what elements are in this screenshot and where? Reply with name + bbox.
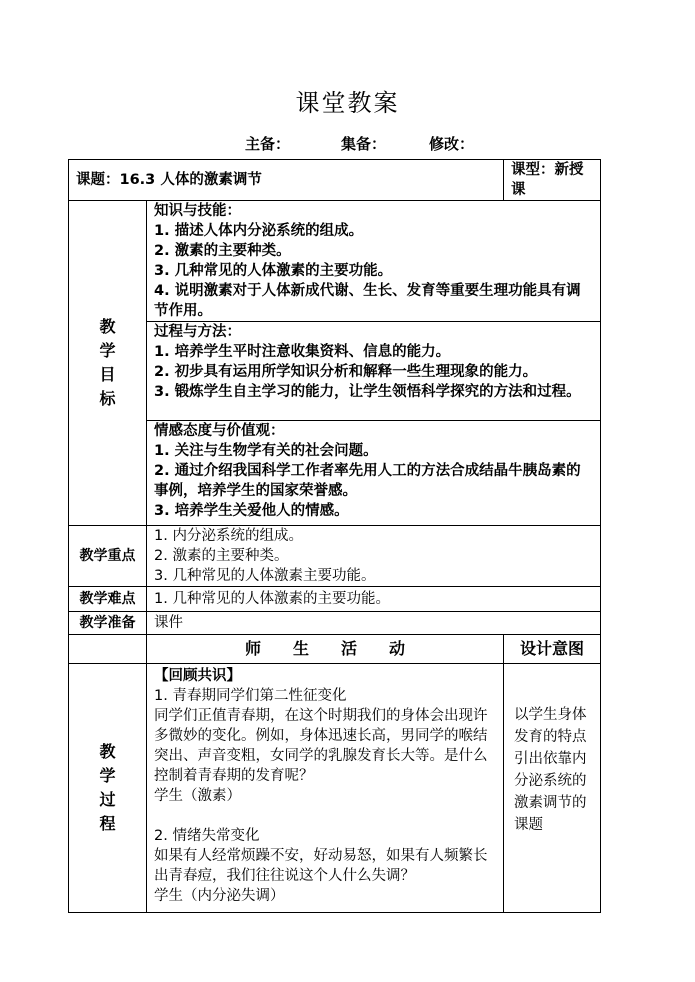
main-preparer-label: 主备： [245, 135, 291, 153]
objective-process-row [69, 322, 601, 421]
list-item: 1. 培养学生平时注意收集资料、信息的能力。 [154, 344, 451, 360]
list-item: 3. 几种常见的人体激素的主要功能。 [154, 263, 393, 279]
part2-answer: 学生（内分泌失调） [154, 888, 285, 904]
process-label: 教 学 过 程 [69, 664, 147, 913]
prep-cell: 课件 [147, 612, 601, 635]
review-heading: 【回顾共识】 [154, 668, 241, 684]
activity-header-row [69, 635, 601, 664]
list-item: 4. 说明激素对于人体新成代谢、生长、发育等重要生理功能具有调节作用。 [154, 283, 581, 319]
process-activity-cell [147, 664, 504, 913]
process-row [69, 664, 601, 913]
topic-cell: 课题：16.3 人体的激素调节 [69, 160, 504, 201]
list-item: 3. 几种常见的人体激素主要功能。 [154, 568, 376, 584]
collab-preparer-label: 集备： [341, 135, 387, 153]
lesson-plan-table [68, 159, 601, 913]
list-item: 3. 锻炼学生自主学习的能力，让学生领悟科学探究的方法和过程。 [154, 384, 581, 400]
key-points-row [69, 526, 601, 587]
list-item: 2. 通过介绍我国科学工作者率先用人工的方法合成结晶牛胰岛素的事例，培养学生的国家荣誉感。 [154, 463, 581, 499]
part1-title: 1. 青春期同学们第二性征变化 [154, 688, 347, 704]
list-item: 2. 激素的主要种类。 [154, 548, 289, 564]
lesson-type-cell: 课型：新授课 [504, 160, 601, 201]
difficulty-label: 教学难点 [69, 587, 147, 612]
spacer [154, 806, 496, 826]
objective-knowledge-cell [147, 201, 601, 322]
key-points-label: 教学重点 [69, 526, 147, 587]
revise-label: 修改： [429, 135, 475, 153]
part1-text: 同学们正值青春期，在这个时期我们的身体会出现许多微妙的变化。例如，身体迅速长高，男同学的喉结突出、声音变粗，女同学的乳腺发育长大等。是什么控制着青春期的发育呢？ [154, 708, 488, 784]
list-item: 1. 关注与生物学有关的社会问题。 [154, 443, 378, 459]
difficulty-row [69, 587, 601, 612]
objective-knowledge-row [69, 201, 601, 322]
list-item: 3. 培养学生关爱他人的情感。 [154, 503, 349, 519]
prep-label: 教学准备 [69, 612, 147, 635]
list-item: 1. 描述人体内分泌系统的组成。 [154, 223, 364, 239]
section-heading: 过程与方法： [154, 324, 241, 340]
objective-process-cell [147, 322, 601, 421]
key-points-cell [147, 526, 601, 587]
objective-emotion-row [69, 421, 601, 526]
header-empty-cell [69, 635, 147, 664]
difficulty-cell: 1. 几种常见的人体激素的主要功能。 [147, 587, 601, 612]
part1-answer: 学生（激素） [154, 788, 241, 804]
list-item: 1. 内分泌系统的组成。 [154, 528, 303, 544]
list-item: 2. 初步具有运用所学知识分析和解释一些生理现象的能力。 [154, 364, 538, 380]
part2-text: 如果有人经常烦躁不安，好动易怒，如果有人频繁长出青春痘，我们往往说这个人什么失调？ [154, 848, 488, 884]
design-intent-cell: 以学生身体发育的特点引出依靠内分泌系统的激素调节的课题 [504, 664, 601, 913]
meta-line [245, 133, 474, 154]
objectives-label: 教 学 目 标 [69, 201, 147, 526]
list-item: 2. 激素的主要种类。 [154, 243, 291, 259]
page-title: 课堂教案 [295, 89, 400, 117]
objective-emotion-cell [147, 421, 601, 526]
section-heading: 情感态度与价值观： [154, 423, 285, 439]
part2-title: 2. 情绪失常变化 [154, 828, 260, 844]
topic-row [69, 160, 601, 201]
prep-row [69, 612, 601, 635]
intent-header: 设计意图 [504, 635, 601, 664]
section-heading: 知识与技能： [154, 203, 241, 219]
activities-header: 师 生 活 动 [147, 635, 504, 664]
